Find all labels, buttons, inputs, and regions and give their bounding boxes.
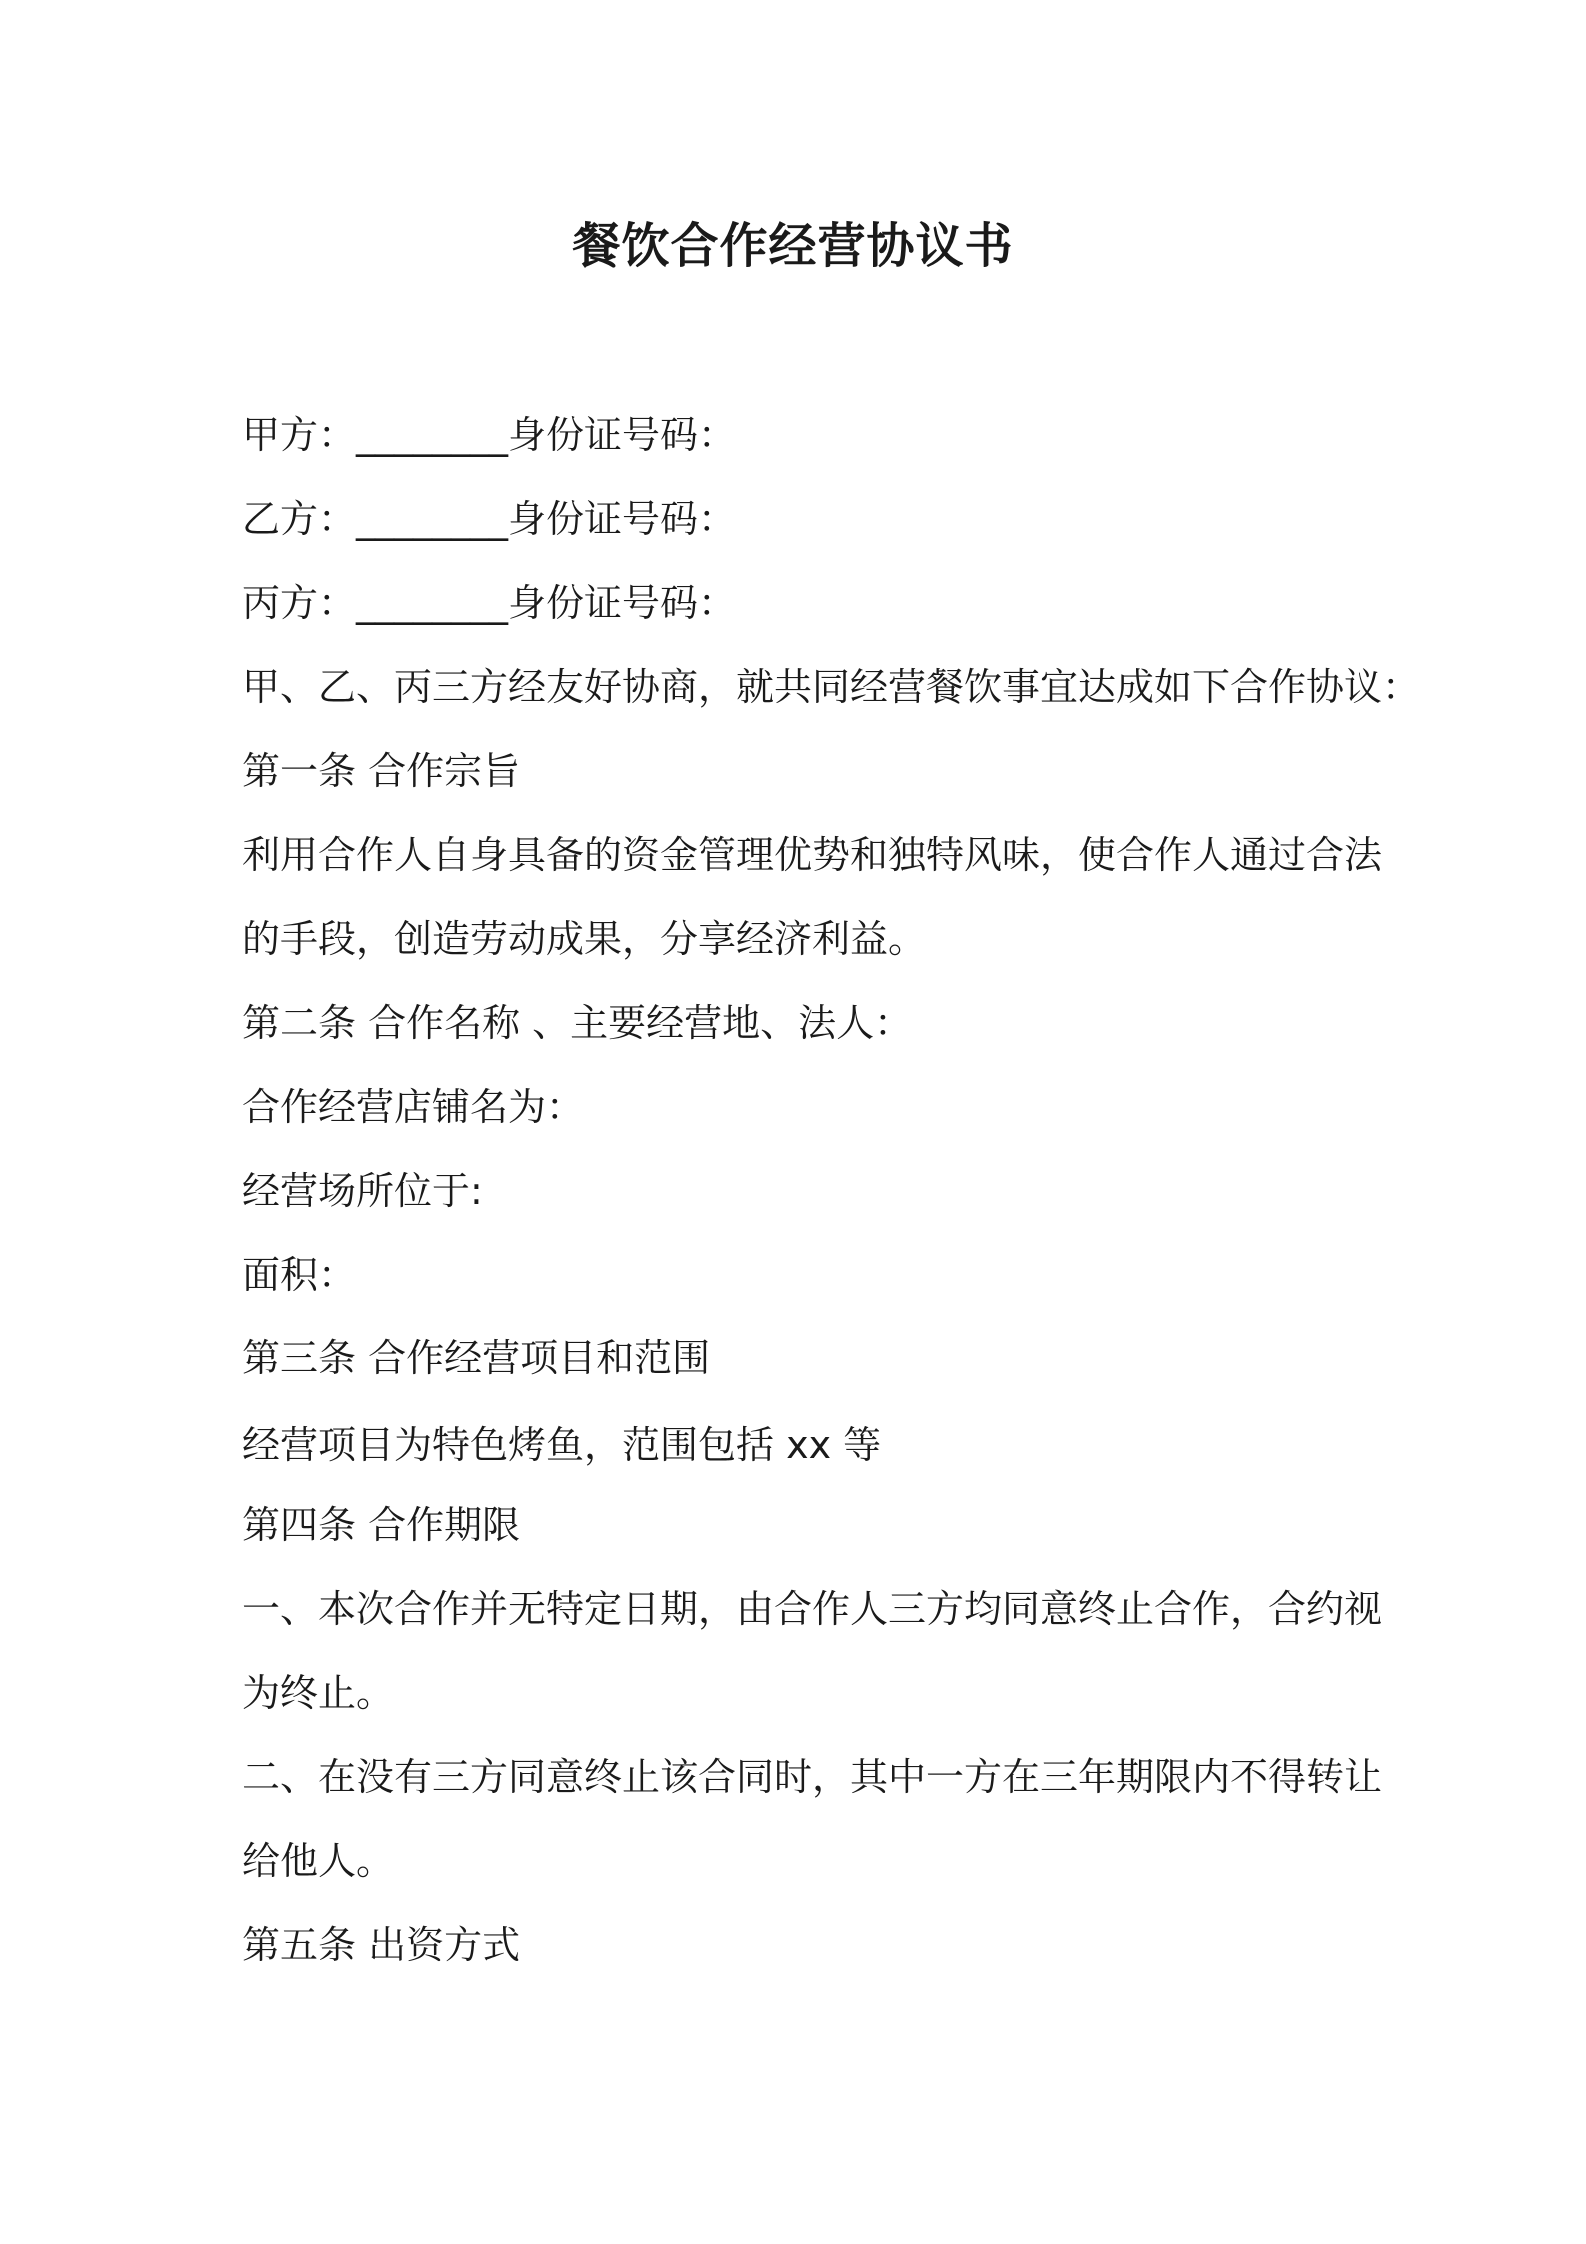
article-4-item-1-line-2: 为终止。 [242, 1671, 395, 1715]
article-1-body-line-1: 利用合作人自身具备的资金管理优势和独特风味，使合作人通过合法 [242, 833, 1383, 877]
party-a-blank: ________ [356, 413, 509, 457]
party-b-blank: ________ [356, 497, 509, 541]
party-a-id-label: 身份证号码： [508, 413, 737, 457]
party-c-id-label: 身份证号码： [508, 581, 737, 625]
party-a-label: 甲方： [242, 413, 357, 457]
party-c-label: 丙方： [242, 581, 357, 625]
article-3-body: 经营项目为特色烤鱼，范围包括 xx 等 [242, 1423, 882, 1467]
location-line: 经营场所位于: [242, 1169, 483, 1213]
party-c-line [242, 578, 1362, 628]
shop-name-line: 合作经营店铺名为： [242, 1085, 585, 1129]
article-1-heading: 第一条 合作宗旨 [242, 749, 521, 793]
party-b-label: 乙方： [242, 497, 357, 541]
article-2-heading: 第二条 合作名称 、主要经营地、法人： [242, 1001, 913, 1045]
intro-paragraph: 甲、乙、丙三方经友好协商，就共同经营餐饮事宜达成如下合作协议： [242, 665, 1421, 709]
article-4-item-1-line-1: 一、本次合作并无特定日期，由合作人三方均同意终止合作，合约视 [242, 1587, 1383, 1631]
party-a-line [242, 410, 1362, 460]
article-1-body-line-2: 的手段，创造劳动成果，分享经济利益。 [242, 917, 927, 961]
area-line: 面积： [242, 1253, 357, 1297]
article-3-heading: 第三条 合作经营项目和范围 [242, 1336, 711, 1380]
document-title: 餐饮合作经营协议书 [572, 218, 1014, 274]
article-4-heading: 第四条 合作期限 [242, 1503, 521, 1547]
article-4-item-2-line-2: 给他人。 [242, 1839, 395, 1883]
party-b-id-label: 身份证号码： [508, 497, 737, 541]
party-c-blank: ________ [356, 581, 509, 625]
article-4-item-2-line-1: 二、在没有三方同意终止该合同时，其中一方在三年期限内不得转让 [242, 1755, 1383, 1799]
party-b-line [242, 494, 1362, 544]
article-5-heading: 第五条 出资方式 [242, 1923, 521, 1967]
